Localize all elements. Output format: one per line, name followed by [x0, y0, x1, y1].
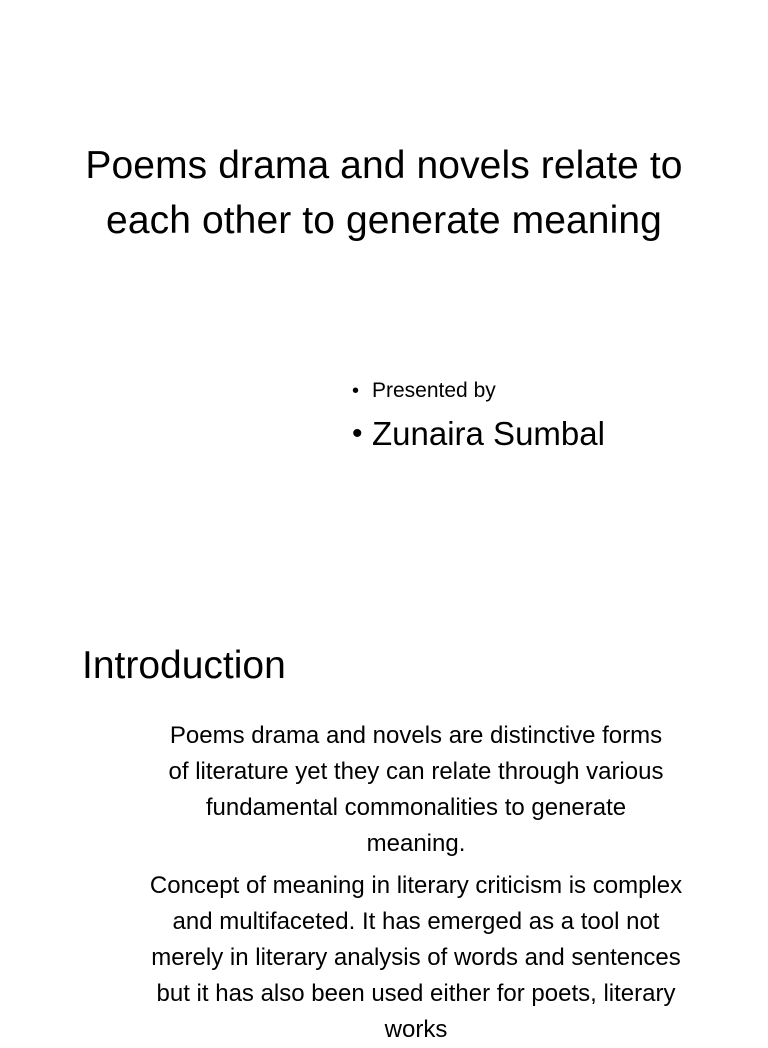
presenter-label-item [352, 376, 605, 412]
paragraph: Concept of meaning in literary criticism is complex and multifaceted. It has emerged as a tool not merely in literary analysis of words and sentences but it has also been used either for poets, literary works [149, 872, 683, 1043]
presenter-label: Presented by [372, 379, 496, 402]
body-text [142, 718, 690, 1048]
paragraph: Poems drama and novels are distinctive forms of literature yet they can relate through various fundamental commonalities to generate meaning. [168, 722, 664, 857]
introduction-slide [0, 576, 768, 1043]
bullet-icon: • [352, 380, 360, 402]
presenter-list [352, 376, 605, 456]
section-heading: Introduction [82, 644, 286, 687]
bullet-icon: • [352, 417, 363, 450]
presenter-name: Zunaira Sumbal [372, 415, 605, 452]
slide-title: Poems drama and novels relate to each other to generate meaning [85, 144, 683, 242]
presenter-name-item [352, 412, 605, 456]
